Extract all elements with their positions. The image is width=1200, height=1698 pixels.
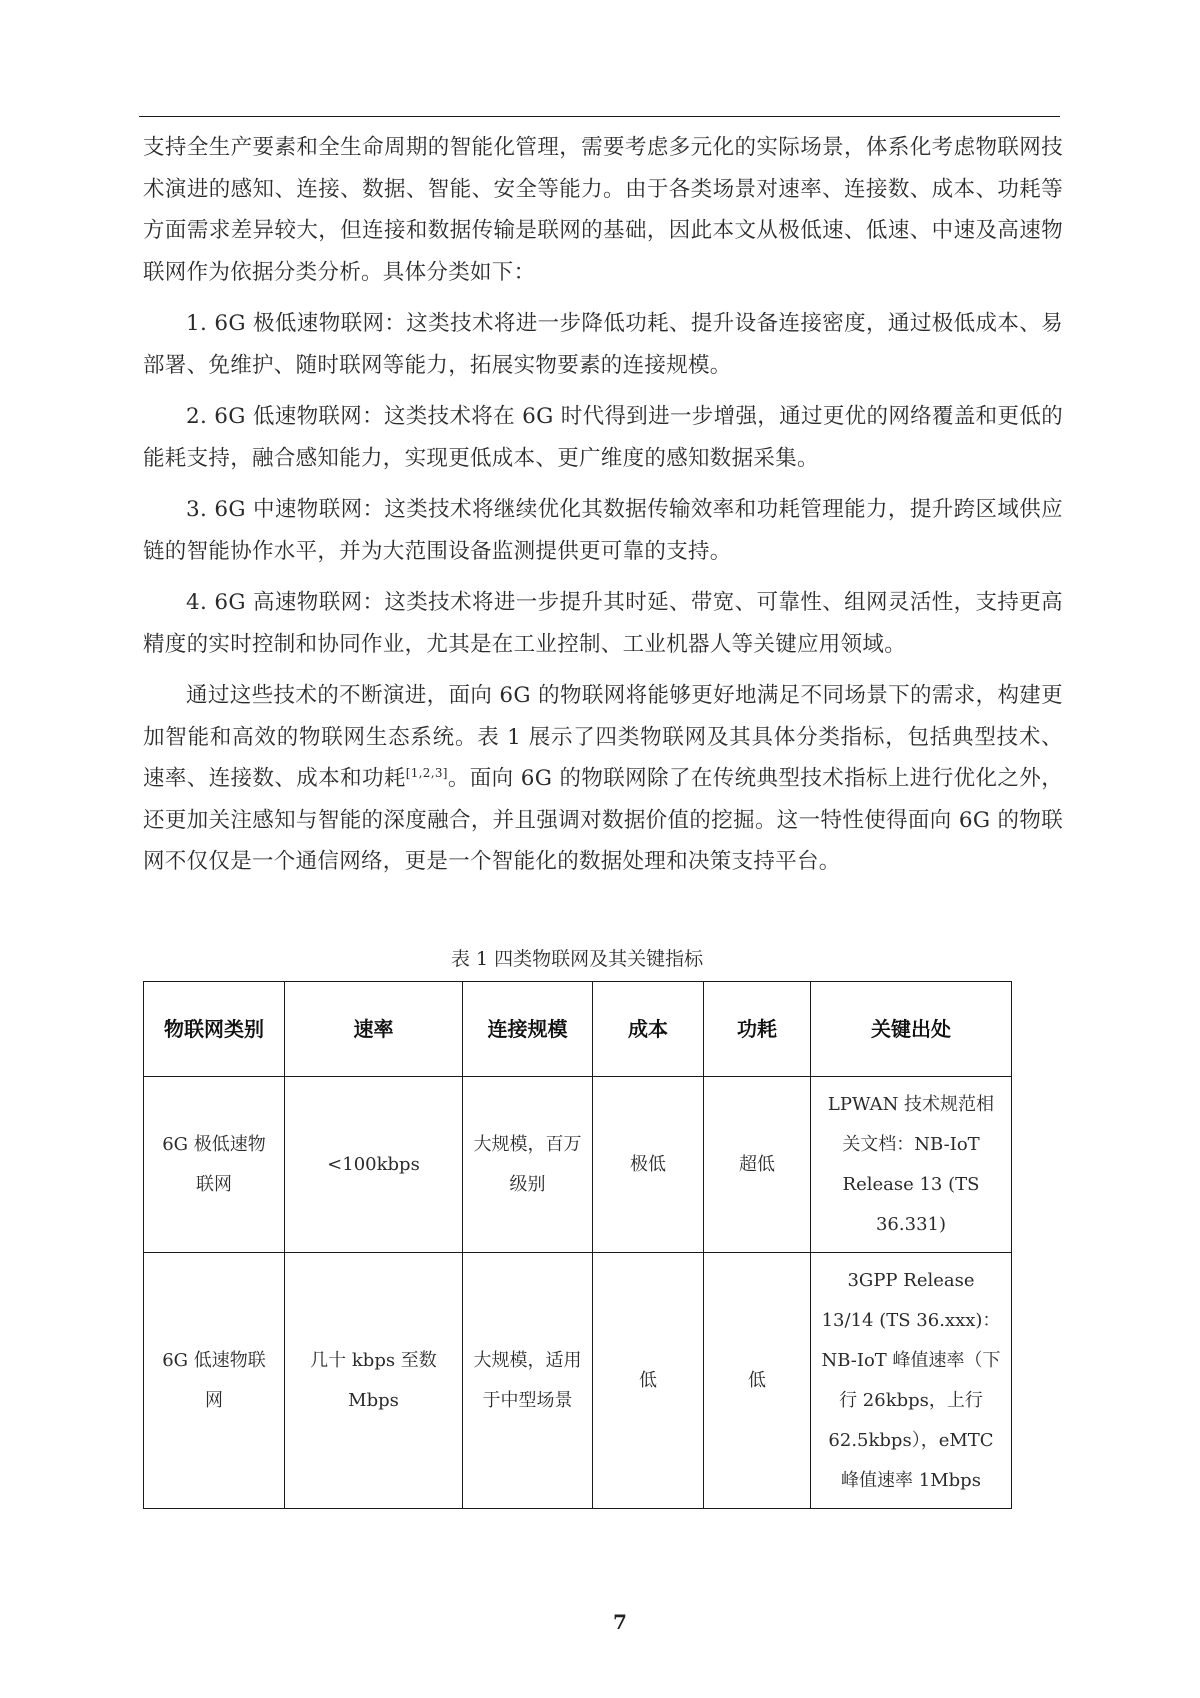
summary-text-a: 通过这些技术的不断演进，面向 6G 的物联网将能够更好地满足不同场景下的需求，构建更加智能和高效的物联网生态系统。表 1 展示了四类物联网及其具体分类指标，包括典型技术、速率、连接数、成本和功耗: [143, 683, 1063, 791]
header-rate: 速率: [285, 982, 463, 1077]
header-scale: 连接规模: [463, 982, 593, 1077]
header-cost: 成本: [593, 982, 704, 1077]
header-power: 功耗: [704, 982, 811, 1077]
cell-power: 超低: [704, 1077, 811, 1253]
cell-rate: <100kbps: [285, 1077, 463, 1253]
header-source: 关键出处: [811, 982, 1012, 1077]
table-row: [144, 1253, 1012, 1509]
cell-cost: 低: [593, 1253, 704, 1509]
cell-rate: 几十 kbps 至数 Mbps: [285, 1253, 463, 1509]
cell-power: 低: [704, 1253, 811, 1509]
table-caption: 表 1 四类物联网及其关键指标: [450, 948, 704, 970]
cell-category: 6G 低速物联网: [144, 1253, 285, 1509]
body-text: [143, 127, 1063, 883]
summary-text-b: 。面向 6G 的物联网除了在传统典型技术指标上进行优化之外，还更加关注感知与智能的深度融合，并且强调对数据价值的挖掘。这一特性使得面向 6G 的物联网不仅仅是一个通信网络，更是一个智能化的数据处理和决策支持平台。: [143, 766, 1063, 874]
paragraph-item-3: 3. 6G 中速物联网：这类技术将继续优化其数据传输效率和功耗管理能力，提升跨区域供应链的智能协作水平，并为大范围设备监测提供更可靠的支持。: [143, 497, 1063, 564]
table-header-row: [144, 982, 1012, 1077]
paragraph-summary: [143, 675, 1063, 883]
cell-source: 3GPP Release 13/14 (TS 36.xxx)：NB-IoT 峰值速率（下行 26kbps，上行 62.5kbps），eMTC 峰值速率 1Mbps: [811, 1253, 1012, 1509]
cell-scale: 大规模，适用于中型场景: [463, 1253, 593, 1509]
paragraph-item-1: 1. 6G 极低速物联网：这类技术将进一步降低功耗、提升设备连接密度，通过极低成本、易部署、免维护、随时联网等能力，拓展实物要素的连接规模。: [143, 311, 1063, 378]
citation-ref[interactable]: [1,2,3]: [405, 765, 448, 780]
paragraph-item-4: 4. 6G 高速物联网：这类技术将进一步提升其时延、带宽、可靠性、组网灵活性，支持更高精度的实时控制和协同作业，尤其是在工业控制、工业机器人等关键应用领域。: [143, 590, 1063, 657]
paragraph-intro: 支持全生产要素和全生命周期的智能化管理，需要考虑多元化的实际场景，体系化考虑物联网技术演进的感知、连接、数据、智能、安全等能力。由于各类场景对速率、连接数、成本、功耗等方面需求差异较大，但连接和数据传输是联网的基础，因此本文从极低速、低速、中速及高速物联网作为依据分类分析。具体分类如下：: [143, 135, 1063, 285]
cell-scale: 大规模，百万级别: [463, 1077, 593, 1253]
iot-metrics-table: [143, 981, 1012, 1509]
header-rule: [139, 116, 1060, 117]
page-number: 7: [613, 1610, 627, 1634]
table-row: [144, 1077, 1012, 1253]
cell-source: LPWAN 技术规范相关文档：NB-IoT Release 13 (TS 36.331): [811, 1077, 1012, 1253]
cell-category: 6G 极低速物联网: [144, 1077, 285, 1253]
paragraph-item-2: 2. 6G 低速物联网：这类技术将在 6G 时代得到进一步增强，通过更优的网络覆盖和更低的能耗支持，融合感知能力，实现更低成本、更广维度的感知数据采集。: [143, 404, 1063, 471]
cell-cost: 极低: [593, 1077, 704, 1253]
header-category: 物联网类别: [144, 982, 285, 1077]
